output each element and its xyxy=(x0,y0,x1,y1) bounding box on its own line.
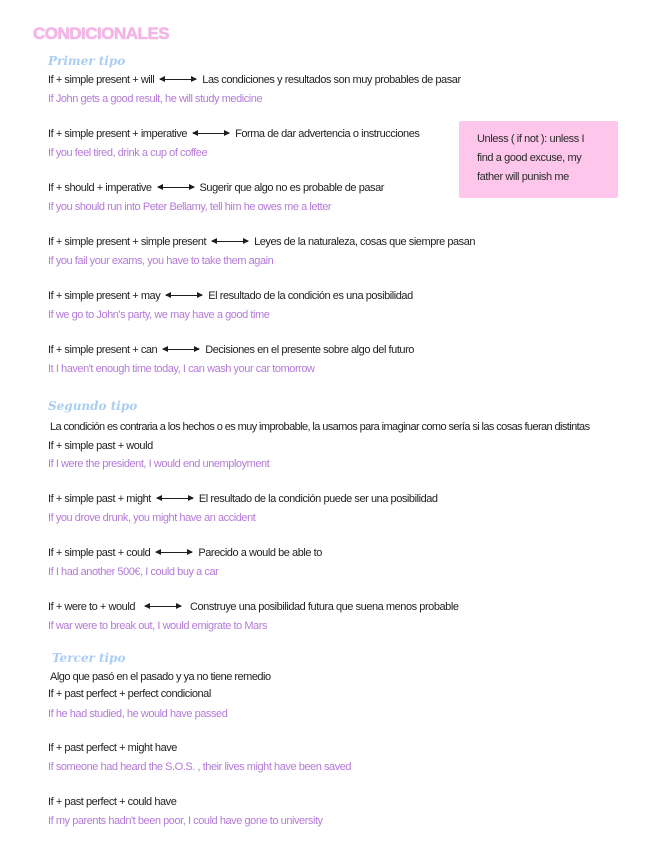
note-line: father will punish me xyxy=(477,171,569,183)
rule-formula: If + past perfect + perfect condicional xyxy=(48,688,211,700)
example-third-3: If my parents hadn't been poor, I could have gone to university xyxy=(48,815,323,827)
example-first-5: If we go to John's party, we may have a good time xyxy=(48,309,270,321)
example-first-6: It I haven't enough time today, I can wash your car tomorrow xyxy=(48,363,315,375)
rule-formula: If + simple present + simple present xyxy=(48,236,207,248)
rule-formula: If + simple present + can xyxy=(48,344,158,356)
example-second-4: If war were to break out, I would emigrate to Mars xyxy=(48,620,267,632)
page-title: CONDICIONALES xyxy=(33,24,170,43)
rule-second-4 xyxy=(48,601,459,613)
rule-description: Sugerir que algo no es probable de pasar xyxy=(199,182,384,194)
rule-second-1 xyxy=(48,440,153,452)
rule-first-2 xyxy=(48,128,419,140)
unless-note xyxy=(459,121,618,198)
example-third-2: If someone had heard the S.O.S. , their lives might have been saved xyxy=(48,761,352,773)
example-second-2: If you drove drunk, you might have an accident xyxy=(48,512,256,524)
rule-first-6 xyxy=(48,344,414,356)
double-arrow-icon xyxy=(166,295,202,296)
double-arrow-icon xyxy=(156,552,192,553)
example-second-1: If I were the president, I would end unemployment xyxy=(48,458,270,470)
rule-description: El resultado de la condición es una posibilidad xyxy=(208,290,413,302)
rule-first-3 xyxy=(48,182,384,194)
double-arrow-icon xyxy=(160,79,196,80)
rule-second-3 xyxy=(48,547,322,559)
rule-formula: If + simple past + would xyxy=(48,440,153,452)
rule-formula: If + simple past + could xyxy=(48,547,151,559)
example-first-2: If you feel tired, drink a cup of coffee xyxy=(48,147,208,159)
double-arrow-icon xyxy=(158,187,194,188)
rule-third-2 xyxy=(48,742,177,754)
rule-formula: If + simple present + may xyxy=(48,290,161,302)
section-intro-third: Algo que pasó en el pasado y ya no tiene remedio xyxy=(50,671,271,683)
rule-second-2 xyxy=(48,493,438,505)
rule-description: Las condiciones y resultados son muy probables de pasar xyxy=(202,74,461,86)
rule-description: Forma de dar advertencia o instrucciones xyxy=(235,128,420,140)
rule-first-5 xyxy=(48,290,413,302)
section-heading-second: Segundo tipo xyxy=(48,399,138,413)
rule-formula: If + were to + would xyxy=(48,601,135,613)
rule-formula: If + past perfect + might have xyxy=(48,742,177,754)
example-first-1: If John gets a good result, he will study medicine xyxy=(48,93,263,105)
example-third-1: If he had studied, he would have passed xyxy=(48,708,228,720)
double-arrow-icon xyxy=(145,606,181,607)
double-arrow-icon xyxy=(212,241,248,242)
rule-description: Parecido a would be able to xyxy=(198,547,322,559)
rule-third-3 xyxy=(48,796,176,808)
rule-formula: If + simple present + imperative xyxy=(48,128,188,140)
section-intro-second: La condición es contraria a los hechos o es muy improbable, la usamos para imaginar como sería si las cosas fueran distintas xyxy=(50,421,590,433)
section-heading-first: Primer tipo xyxy=(48,54,126,68)
rule-description: Leyes de la naturaleza, cosas que siempre pasan xyxy=(254,236,476,248)
rule-first-1 xyxy=(48,74,461,86)
example-first-3: If you should run into Peter Bellamy, tell him he owes me a letter xyxy=(48,201,332,213)
note-line: Unless ( if not ): unless I xyxy=(477,133,585,145)
rule-third-1 xyxy=(48,688,211,700)
rule-formula: If + should + imperative xyxy=(48,182,152,194)
example-second-3: If I had another 500€, I could buy a car xyxy=(48,566,219,578)
double-arrow-icon xyxy=(193,133,229,134)
rule-description: El resultado de la condición puede ser una posibilidad xyxy=(198,493,438,505)
section-heading-third: Tercer tipo xyxy=(52,651,126,665)
rule-formula: If + simple present + will xyxy=(48,74,155,86)
note-line: find a good excuse, my xyxy=(477,152,582,164)
rule-description: Decisiones en el presente sobre algo del futuro xyxy=(205,344,414,356)
double-arrow-icon xyxy=(157,498,193,499)
rule-formula: If + past perfect + could have xyxy=(48,796,177,808)
rule-formula: If + simple past + might xyxy=(48,493,151,505)
example-first-4: If you fail your exams, you have to take them again xyxy=(48,255,274,267)
rule-first-4 xyxy=(48,236,475,248)
rule-description: Construye una posibilidad futura que suena menos probable xyxy=(190,601,459,613)
double-arrow-icon xyxy=(163,349,199,350)
